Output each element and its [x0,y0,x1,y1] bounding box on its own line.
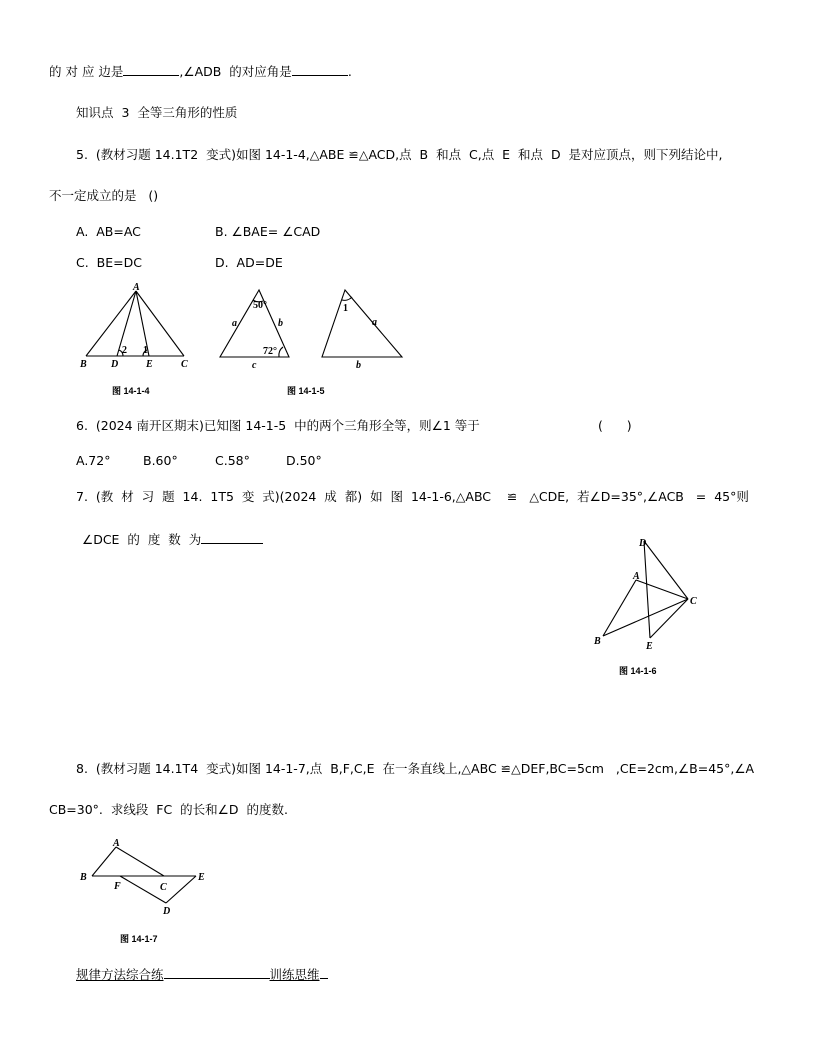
figure-14-1-7 [78,835,218,925]
footer-left: 规律方法综合练 [76,967,164,982]
label-d: D [639,538,647,549]
answer-blank[interactable] [292,63,348,76]
label-angle-2: 2 [122,345,127,356]
label-c: C [690,596,697,607]
label-angle-50: 50° [253,300,267,311]
q6-option-c[interactable]: C.58° [215,453,250,468]
label-side-a: a [232,318,237,329]
footer-rule [164,967,270,979]
label-e: E [146,359,153,370]
figure-caption: 图 14-1-6 [619,666,657,676]
q5-option-a[interactable]: A. AB=AC [76,224,141,239]
figure-caption: 图 14-1-4 [112,386,150,396]
line1-text-b: ,∠ADB 的对应角是 [179,64,292,79]
q8-stem: 8. (教材习题 14.1T4 变式)如图 14-1-7,点 B,F,C,E 在一条直线上,△ABC ≌△DEF,BC=5cm ,CE=2cm,∠B=45°,∠A [76,761,755,776]
label-e: E [198,872,205,883]
q7-stem: 7. (教 材 习 题 14. 1T5 变 式)(2024 成 都) 如 图 14-1-6,△ABC ≌ △CDE, 若∠D=35°,∠ACB = 45°则 [76,489,749,504]
q7-stem-text: ∠DCE 的 度 数 为 [82,532,202,547]
label-a: A [633,571,640,582]
label-b: B [80,359,87,370]
label-side-b: b [356,360,361,371]
section-footer [76,967,328,983]
answer-blank[interactable] [123,63,179,76]
label-angle-1: 1 [343,303,348,314]
label-side-b: b [278,318,283,329]
label-angle-1: 1 [143,345,148,356]
q5-option-d[interactable]: D. AD=DE [215,255,283,270]
figure-caption: 图 14-1-7 [120,934,158,944]
figure-14-1-4 [78,283,198,373]
label-b: B [594,636,601,647]
label-b: B [80,872,87,883]
q8-stem-cont: CB=30°. 求线段 FC 的长和∠D 的度数. [49,802,288,817]
answer-blank[interactable] [201,531,263,544]
label-f: F [114,881,121,892]
line1-period: . [347,64,352,79]
figure-14-1-6 [590,535,710,665]
line1-text-a: 的 对 应 边是 [49,64,124,79]
label-angle-72: 72° [263,346,277,357]
label-e: E [646,641,653,652]
q6-option-a[interactable]: A.72° [76,453,111,468]
label-a: A [133,282,140,293]
label-d: D [111,359,119,370]
footer-right: 训练思维 [269,967,320,982]
q6-stem: 6. (2024 南开区期末)已知图 14-1-5 中的两个三角形全等，则∠1 等于 [76,418,480,433]
q5-option-c[interactable]: C. BE=DC [76,255,142,270]
label-c: C [181,359,188,370]
q5-stem-cont: 不一定成立的是 () [49,188,159,203]
label-d: D [163,906,171,917]
label-side-c: c [252,360,257,371]
section-title: 知识点 3 全等三角形的性质 [76,105,238,120]
answer-line [49,63,352,80]
label-c: C [160,882,167,893]
label-a: A [113,838,120,849]
answer-paren[interactable]: ( ) [598,418,632,433]
q5-option-b[interactable]: B. ∠BAE= ∠CAD [215,224,321,239]
figure-caption: 图 14-1-5 [287,386,325,396]
label-side-a: a [372,317,377,328]
figure-14-1-5 [215,283,415,373]
q5-stem: 5. (教材习题 14.1T2 变式)如图 14-1-4,△ABE ≌△ACD,点 B 和点 C,点 E 和点 D 是对应顶点，则下列结论中, [76,147,723,162]
q6-option-d[interactable]: D.50° [286,453,322,468]
q7-stem-cont [82,531,263,548]
q6-option-b[interactable]: B.60° [143,453,178,468]
footer-rule [320,967,328,979]
